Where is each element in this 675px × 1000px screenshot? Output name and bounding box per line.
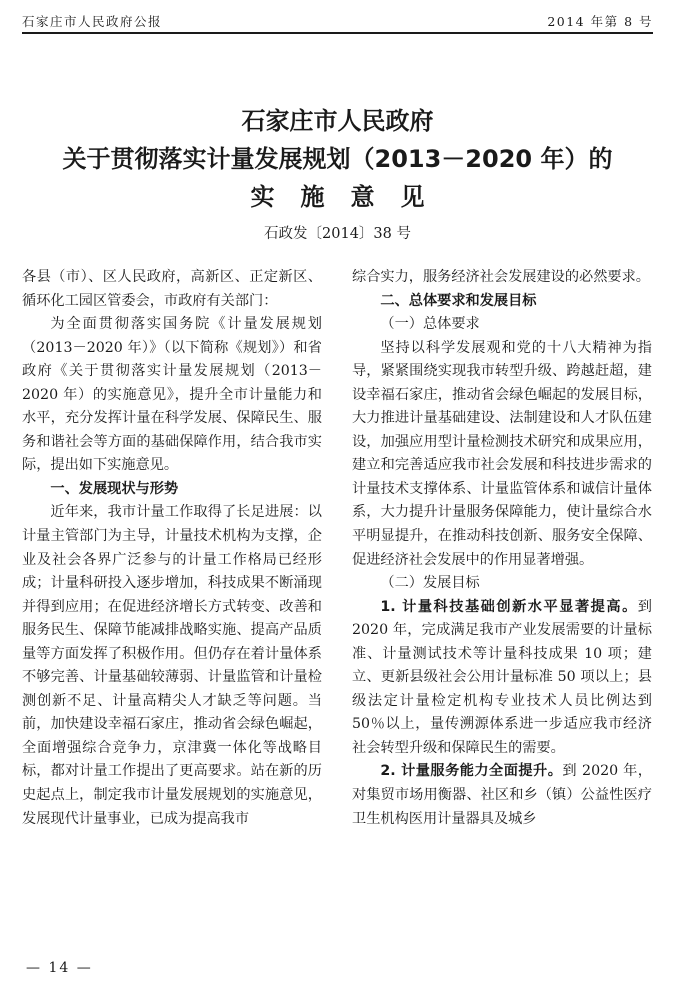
title-line-3: 实施意见 <box>250 183 451 211</box>
left-column <box>22 266 322 831</box>
goal-2-paragraph <box>352 760 652 831</box>
section-1-heading: 一、发展现状与形势 <box>50 480 179 497</box>
title-line-2: 关于贯彻落实计量发展规划（2013－2020 年）的 <box>62 145 613 173</box>
intro-paragraph: 为全面贯彻落实国务院《计量发展规划（2013－2020 年）》（以下简称《规划》）和省政府《关于贯彻落实计量发展规划（2013－2020 年）的实施意见》，提升全市计量能力和水平，充分发挥计量在科学发展、保障民生、服务和谐社会等方面的基础保障作用，结合我市实际，提出如下实施意见。 <box>22 316 322 474</box>
running-header <box>22 10 653 34</box>
continuation-paragraph: 综合实力，服务经济社会发展建设的必然要求。 <box>352 269 650 285</box>
issue-number: 2014 年第 8 号 <box>547 14 653 29</box>
title-line-1: 石家庄市人民政府 <box>241 107 434 135</box>
section-1-body: 近年来，我市计量工作取得了长足进展：以计量主管部门为主导，计量技术机构为支撑，企业及社会各界广泛参与的计量工作格局已经形成；计量科研投入逐步增加，科技成果不断涌现并得到应用；在促进经济增长方式转变、改善和服务民生、保障节能减排战略实施、提高产品质量等方面发挥了积极作用。但仍存在着计量体系不够完善、计量基础较薄弱、计量监管和计量检测创新不足、计量高精尖人才缺乏等问题。当前，加快建设幸福石家庄，推动省会绿色崛起，全面增强综合竞争力，京津冀一体化等战略目标，都对计量工作提出了更高要求。站在新的历史起点上，制定我市计量发展规划的实施意见，发展现代计量事业，已成为提高我市 <box>22 504 322 827</box>
addressee: 各县（市）、区人民政府，高新区、正定新区、循环化工园区管委会，市政府有关部门： <box>22 269 322 309</box>
goal-2-lead: 2. 计量服务能力全面提升。 <box>380 763 563 780</box>
goal-1-paragraph <box>352 596 652 761</box>
right-column <box>352 266 652 831</box>
goal-1-lead: 1. 计量科技基础创新水平显著提高。 <box>380 598 638 615</box>
subsection-1-body: 坚持以科学发展观和党的十八大精神为指导，紧紧围绕实现我市转型升级、跨越赶超，建设幸福石家庄，推动省会绿色崛起的发展目标，大力推进计量基础建设、法制建设和人才队伍建设，加强应用型计量检测技术研究和成果应用，建立和完善适应我市社会发展和科技进步需求的计量技术支撑体系、计量监管体系和诚信计量体系，大力提升计量服务保障能力，使计量综合水平明显提升，在推动科技创新、服务安全保障、促进经济社会发展中的作用显著增强。 <box>352 339 652 568</box>
subsection-2-heading: （二）发展目标 <box>380 575 480 592</box>
subsection-1-heading: （一）总体要求 <box>380 316 480 333</box>
document-title <box>0 102 675 216</box>
document-number: 石政发〔2014〕38 号 <box>264 226 411 242</box>
goal-1-body: 到 2020 年，完成满足我市产业发展需要的计量标准、计量测试技术等计量科技成果 10 项；建立、更新县级社会公用计量标准 50 项以上；县级法定计量检定机构专业技术人员比例达到 50％以上，量传溯源体系进一步适应我市经济社会转型升级和保障民生的需要。 <box>352 598 652 756</box>
page-number: — 14 — <box>26 960 93 976</box>
section-2-heading: 二、总体要求和发展目标 <box>380 292 537 309</box>
goal-2-body: 到 2020 年，对集贸市场用衡器、社区和乡（镇）公益性医疗卫生机构医用计量器具及城乡 <box>352 763 652 827</box>
publication-name: 石家庄市人民政府公报 <box>22 14 163 29</box>
